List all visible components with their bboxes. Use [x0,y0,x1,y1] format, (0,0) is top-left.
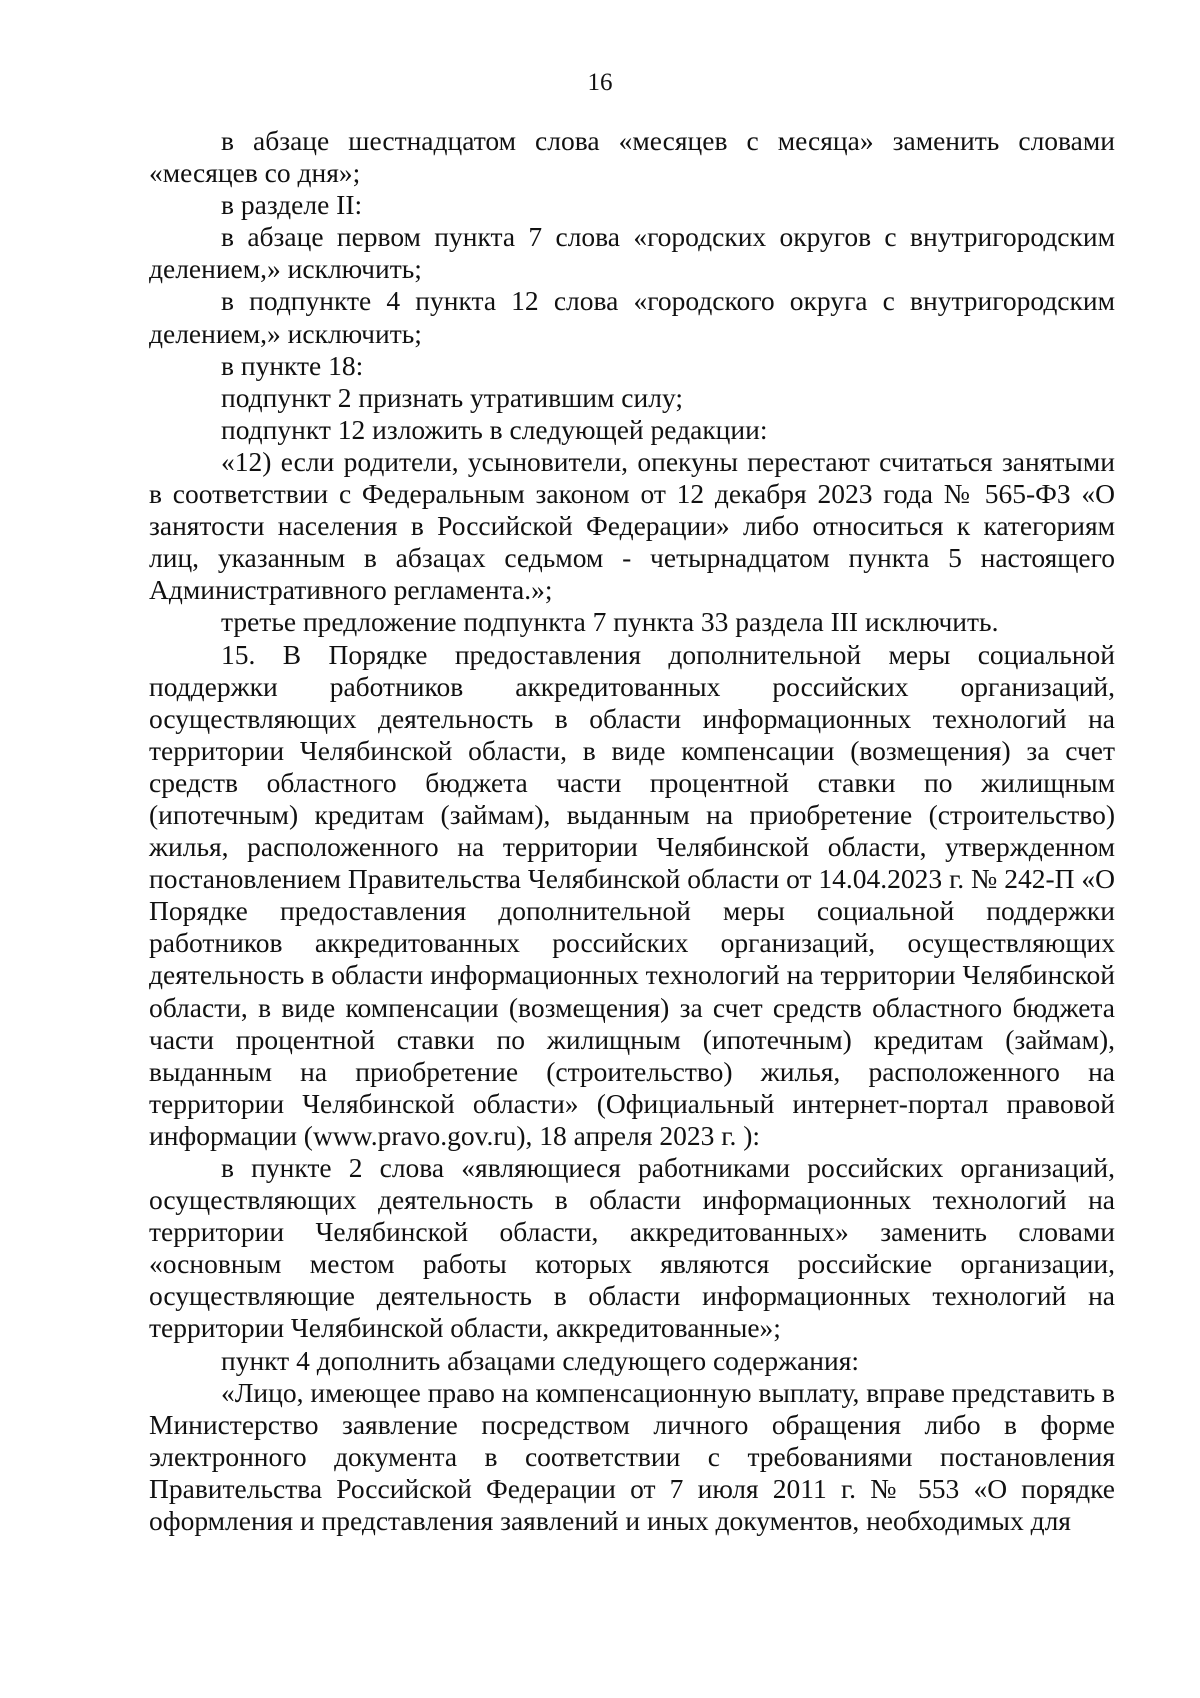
paragraph-2: в разделе II: [221,189,363,221]
paragraph-1: в абзаце шестнадцатом слова «месяцев с месяца» заменить словами «месяцев со дня»; [149,125,1115,189]
paragraph-4: в подпункте 4 пункта 12 слова «городского округа с внутригородским делением,» исключить; [149,285,1115,349]
paragraph-7: подпункт 12 изложить в следующей редакции: [221,413,768,445]
page-number: 16 [587,69,613,96]
paragraph-6: подпункт 2 признать утратившим силу; [221,381,683,413]
paragraph-3: в абзаце первом пункта 7 слова «городских округов с внутригородским делением,» исключить; [149,221,1115,285]
paragraph-12: пункт 4 дополнить абзацами следующего содержания: [221,1344,860,1376]
paragraph-11: в пункте 2 слова «являющиеся работниками российских организаций, осуществляющих деятельность в области информационных технологий на территории Челябинской области, аккредитованных» заменить словами «основным местом работы которых являются российские организации, осуществляющие деятельность в области информационных технологий на территории Челябинской области, аккредитованные»; [149,1152,1115,1344]
paragraph-8: «12) если родители, усыновители, опекуны перестают считаться занятыми в соответствии с Федеральным законом от 12 декабря 2023 года № 565-ФЗ «О занятости населения в Российской Федерации» либо относиться к категориям лиц, указанным в абзацах седьмом - четырнадцатом пункта 5 настоящего Административного регламента.»; [149,445,1115,606]
paragraph-10: 15. В Порядке предоставления дополнительной меры социальной поддержки работников аккредитованных российских организаций, осуществляющих деятельность в области информационных технологий на территории Челябинской области, в виде компенсации (возмещения) за счет средств областного бюджета части процентной ставки по жилищным (ипотечным) кредитам (займам), выданным на приобретение (строительство) жилья, расположенного на территории Челябинской области, утвержденном постановлением Правительства Челябинской области от 14.04.2023 г. № 242-П «О Порядке предоставления дополнительной меры социальной поддержки работников аккредитованных российских организаций, осуществляющих деятельность в области информационных технологий на территории Челябинской области, в виде компенсации (возмещения) за счет средств областного бюджета части процентной ставки по жилищным (ипотечным) кредитам (займам), выданным на приобретение (строительство) жилья, расположенного на территории Челябинской области» (Официальный интернет-портал правовой информации (www.pravo.gov.ru), 18 апреля 2023 г. ): [149,638,1115,1151]
document-body [149,125,1115,1537]
paragraph-5: в пункте 18: [221,349,364,381]
paragraph-9: третье предложение подпункта 7 пункта 33 раздела III исключить. [221,606,999,638]
paragraph-13: «Лицо, имеющее право на компенсационную выплату, вправе представить в Министерство заявление посредством личного обращения либо в форме электронного документа в соответствии с требованиями постановления Правительства Российской Федерации от 7 июля 2011 г. № 553 «О порядке оформления и представления заявлений и иных документов, необходимых для [149,1376,1115,1537]
